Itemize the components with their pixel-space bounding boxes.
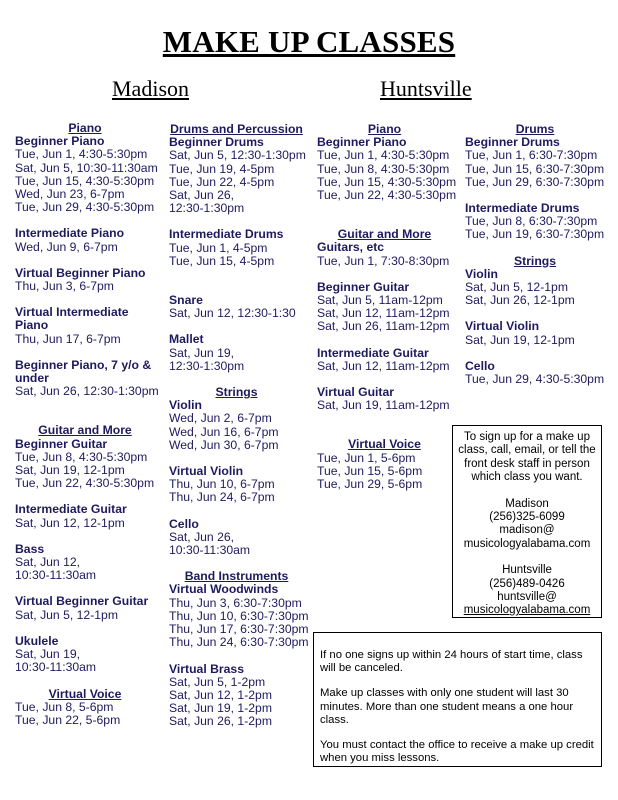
class-time: Sat, Jun 12, 12:30-1:30 [169, 306, 296, 321]
class-name: Virtual Intermediate Piano [15, 305, 129, 333]
class-time: Sat, Jun 19, 1-2pm [169, 701, 272, 716]
class-time: Tue, Jun 15, 6:30-7:30pm [465, 161, 605, 176]
policy-cancel-note: If no one signs up within 24 hours of start time, class will be canceled. [320, 649, 583, 675]
class-time: Tue, Jun 15, 4:30-5:30pm [317, 174, 457, 189]
spacer [15, 675, 155, 688]
class-time: Tue, Jun 1, 4:30-5:30pm [15, 147, 148, 162]
huntsville-column-2 [465, 123, 605, 386]
class-time: Thu, Jun 17, 6-7pm [15, 331, 121, 346]
class-time: Sat, Jun 12, 12-1pm [15, 515, 125, 530]
class-time: Tue, Jun 1, 4-5pm [169, 240, 268, 255]
class-name: Virtual Beginner Piano [15, 265, 146, 280]
class-time: Thu, Jun 3, 6-7pm [15, 279, 114, 294]
class-time: Thu, Jun 10, 6-7pm [169, 477, 275, 492]
class-name: Beginner Drums [465, 135, 560, 150]
class-name: Snare [169, 293, 203, 308]
class-time: Thu, Jun 24, 6:30-7:30pm [169, 635, 309, 650]
class-time: Sat, Jun 12, 11am-12pm [317, 358, 450, 373]
section-heading: Drums and Percussion [170, 122, 303, 136]
class-time: Sat, Jun 19, 12-1pm [15, 463, 125, 478]
section-heading: Piano [367, 122, 402, 136]
section-heading: Strings [514, 253, 556, 268]
policy-credit-note: You must contact the office to receive a make up credit when you miss lessons. [320, 739, 594, 765]
huntsville-email-domain-link[interactable]: musicologyalabama.com [463, 604, 591, 617]
class-name: Beginner Guitar [15, 436, 108, 451]
spacer [317, 268, 452, 281]
class-name: Intermediate Guitar [317, 345, 429, 360]
policy-box [313, 632, 602, 767]
class-time: Thu, Jun 24, 6-7pm [169, 490, 275, 505]
class-time: Sat, Jun 5, 12:30-1:30pm [169, 148, 306, 163]
class-time: Sat, Jun 5, 1-2pm [169, 674, 266, 689]
class-time: 12:30-1:30pm [169, 358, 245, 373]
class-name: Mallet [169, 332, 204, 347]
class-name: Violin [169, 398, 202, 413]
spacer [465, 347, 605, 360]
class-name: Ukulele [15, 633, 59, 648]
class-time: Tue, Jun 22, 4:30-5:30pm [15, 476, 155, 491]
madison-email-domain[interactable]: musicologyalabama.com [463, 537, 591, 550]
class-time: Sat, Jun 12, 1-2pm [169, 687, 272, 702]
location-heading-madison: Madison [112, 76, 189, 101]
spacer [317, 412, 452, 425]
class-time: Tue, Jun 1, 4:30-5:30pm [317, 148, 450, 163]
class-time: Sat, Jun 5, 12-1pm [15, 607, 118, 622]
class-time: Tue, Jun 22, 4:30-5:30pm [317, 188, 457, 203]
madison-column-2 [169, 122, 309, 729]
class-name: Virtual Violin [169, 464, 244, 479]
huntsville-contact-name: Huntsville [502, 564, 552, 577]
class-time: Wed, Jun 9, 6-7pm [15, 239, 118, 254]
class-name: Beginner Drums [169, 135, 264, 150]
section-heading: Band Instruments [184, 569, 289, 584]
class-name: Virtual Guitar [317, 385, 394, 400]
class-time: 10:30-11:30am [169, 543, 251, 558]
section-heading: Virtual Voice [348, 437, 421, 452]
spacer [15, 346, 155, 359]
class-name: Intermediate Drums [169, 227, 284, 242]
class-time: Tue, Jun 29, 5-6pm [317, 477, 423, 492]
class-name: Virtual Beginner Guitar [15, 594, 149, 609]
class-time: Sat, Jun 5, 12-1pm [465, 280, 568, 295]
class-time: Sat, Jun 26, 1-2pm [169, 714, 272, 729]
class-time: Wed, Jun 2, 6-7pm [169, 411, 272, 426]
class-time: Tue, Jun 8, 4:30-5:30pm [15, 449, 148, 464]
class-time: Tue, Jun 29, 6:30-7:30pm [465, 174, 605, 189]
section-heading: Virtual Voice [48, 686, 122, 701]
spacer [15, 622, 155, 635]
class-time: Thu, Jun 17, 6:30-7:30pm [169, 622, 309, 637]
class-name: Bass [15, 541, 45, 556]
class-time: Tue, Jun 19, 4-5pm [169, 161, 275, 176]
class-name: Beginner Piano, 7 y/o & under [15, 357, 152, 386]
class-time: Tue, Jun 8, 4:30-5:30pm [317, 161, 450, 176]
class-time: Sat, Jun 19, [169, 345, 235, 360]
class-name: Cello [465, 358, 495, 373]
class-time: Sat, Jun 5, 10:30-11:30am [15, 160, 158, 175]
class-time: Tue, Jun 1, 5-6pm [317, 450, 416, 465]
spacer [317, 202, 452, 215]
class-name: Cello [169, 516, 199, 531]
spacer [169, 505, 304, 518]
policy-duration-note: Make up classes with only one student will last 30 minutes. More than one student means a one hour class. [320, 687, 574, 726]
section-heading: Strings [215, 385, 258, 400]
madison-contact-name: Madison [505, 497, 549, 510]
class-time: Sat, Jun 26, [169, 188, 235, 203]
section-heading: Drums [515, 122, 555, 136]
class-time: Tue, Jun 8, 6:30-7:30pm [465, 214, 598, 229]
class-time: Sat, Jun 19, 11am-12pm [317, 398, 450, 413]
class-time: Sat, Jun 26, [169, 529, 235, 544]
class-time: 10:30-11:30am [15, 660, 97, 675]
spacer [317, 334, 452, 347]
class-time: Tue, Jun 15, 5-6pm [317, 463, 423, 478]
signup-intro: To sign up for a make up class, call, email, or tell the front desk staff in person which class you want. [458, 431, 596, 484]
class-name: Beginner Guitar [317, 279, 410, 294]
huntsville-column-1 [317, 122, 457, 492]
class-time: Tue, Jun 1, 7:30-8:30pm [317, 253, 450, 268]
class-time: Tue, Jun 15, 4:30-5:30pm [15, 173, 155, 188]
class-time: Wed, Jun 30, 6-7pm [169, 437, 279, 452]
class-name: Beginner Piano [317, 135, 407, 150]
signup-info-box [452, 425, 602, 618]
huntsville-phone[interactable]: (256)489-0426 [489, 577, 565, 590]
class-time: 12:30-1:30pm [169, 201, 245, 216]
class-time: Sat, Jun 26, 11am-12pm [317, 319, 450, 334]
spacer [15, 254, 155, 267]
class-time: Tue, Jun 29, 4:30-5:30pm [465, 372, 605, 387]
class-time: Tue, Jun 22, 4-5pm [169, 174, 275, 189]
spacer [169, 268, 304, 281]
class-time: 10:30-11:30am [15, 568, 97, 583]
spacer [15, 530, 155, 543]
class-time: Wed, Jun 23, 6-7pm [15, 187, 125, 202]
class-time: Tue, Jun 19, 6:30-7:30pm [465, 227, 605, 242]
class-time: Sat, Jun 26, 12-1pm [465, 293, 575, 308]
class-time: Sat, Jun 19, [15, 647, 81, 662]
spacer [169, 650, 304, 663]
class-time: Sat, Jun 26, 12:30-1:30pm [15, 384, 159, 399]
class-time: Sat, Jun 5, 11am-12pm [317, 293, 443, 308]
class-time: Thu, Jun 10, 6:30-7:30pm [169, 608, 309, 623]
class-time: Sat, Jun 12, [15, 555, 81, 570]
class-name: Violin [465, 266, 498, 281]
class-time: Thu, Jun 3, 6:30-7:30pm [169, 595, 302, 610]
class-time: Tue, Jun 22, 5-6pm [15, 712, 121, 727]
class-time: Sat, Jun 12, 11am-12pm [317, 306, 450, 321]
spacer [465, 242, 605, 255]
spacer [15, 398, 155, 411]
class-name: Intermediate Piano [15, 226, 125, 241]
class-name: Virtual Woodwinds [169, 582, 279, 597]
class-time: Tue, Jun 29, 4:30-5:30pm [15, 200, 155, 215]
madison-phone[interactable]: (256)325-6099 [489, 511, 565, 524]
class-name: Intermediate Drums [465, 201, 580, 216]
class-time: Tue, Jun 15, 4-5pm [169, 253, 275, 268]
class-name: Virtual Brass [169, 661, 244, 676]
class-name: Virtual Violin [465, 319, 540, 334]
section-heading: Piano [68, 121, 102, 135]
section-heading: Guitar and More [38, 423, 132, 438]
madison-email-user[interactable]: madison@ [499, 524, 555, 537]
class-name: Intermediate Guitar [15, 502, 127, 517]
class-name: Beginner Piano [15, 134, 105, 149]
page-title: MAKE UP CLASSES [162, 24, 456, 59]
class-time: Sat, Jun 19, 12-1pm [465, 332, 575, 347]
section-heading: Guitar and More [337, 227, 432, 242]
class-time: Tue, Jun 8, 5-6pm [15, 699, 114, 714]
class-time: Wed, Jun 16, 6-7pm [169, 424, 279, 439]
location-heading-huntsville: Huntsville [380, 76, 472, 101]
class-time: Tue, Jun 1, 6:30-7:30pm [465, 148, 598, 163]
huntsville-email-user[interactable]: huntsville@ [497, 591, 557, 604]
class-name: Guitars, etc [317, 240, 385, 255]
madison-column-1 [15, 121, 159, 727]
